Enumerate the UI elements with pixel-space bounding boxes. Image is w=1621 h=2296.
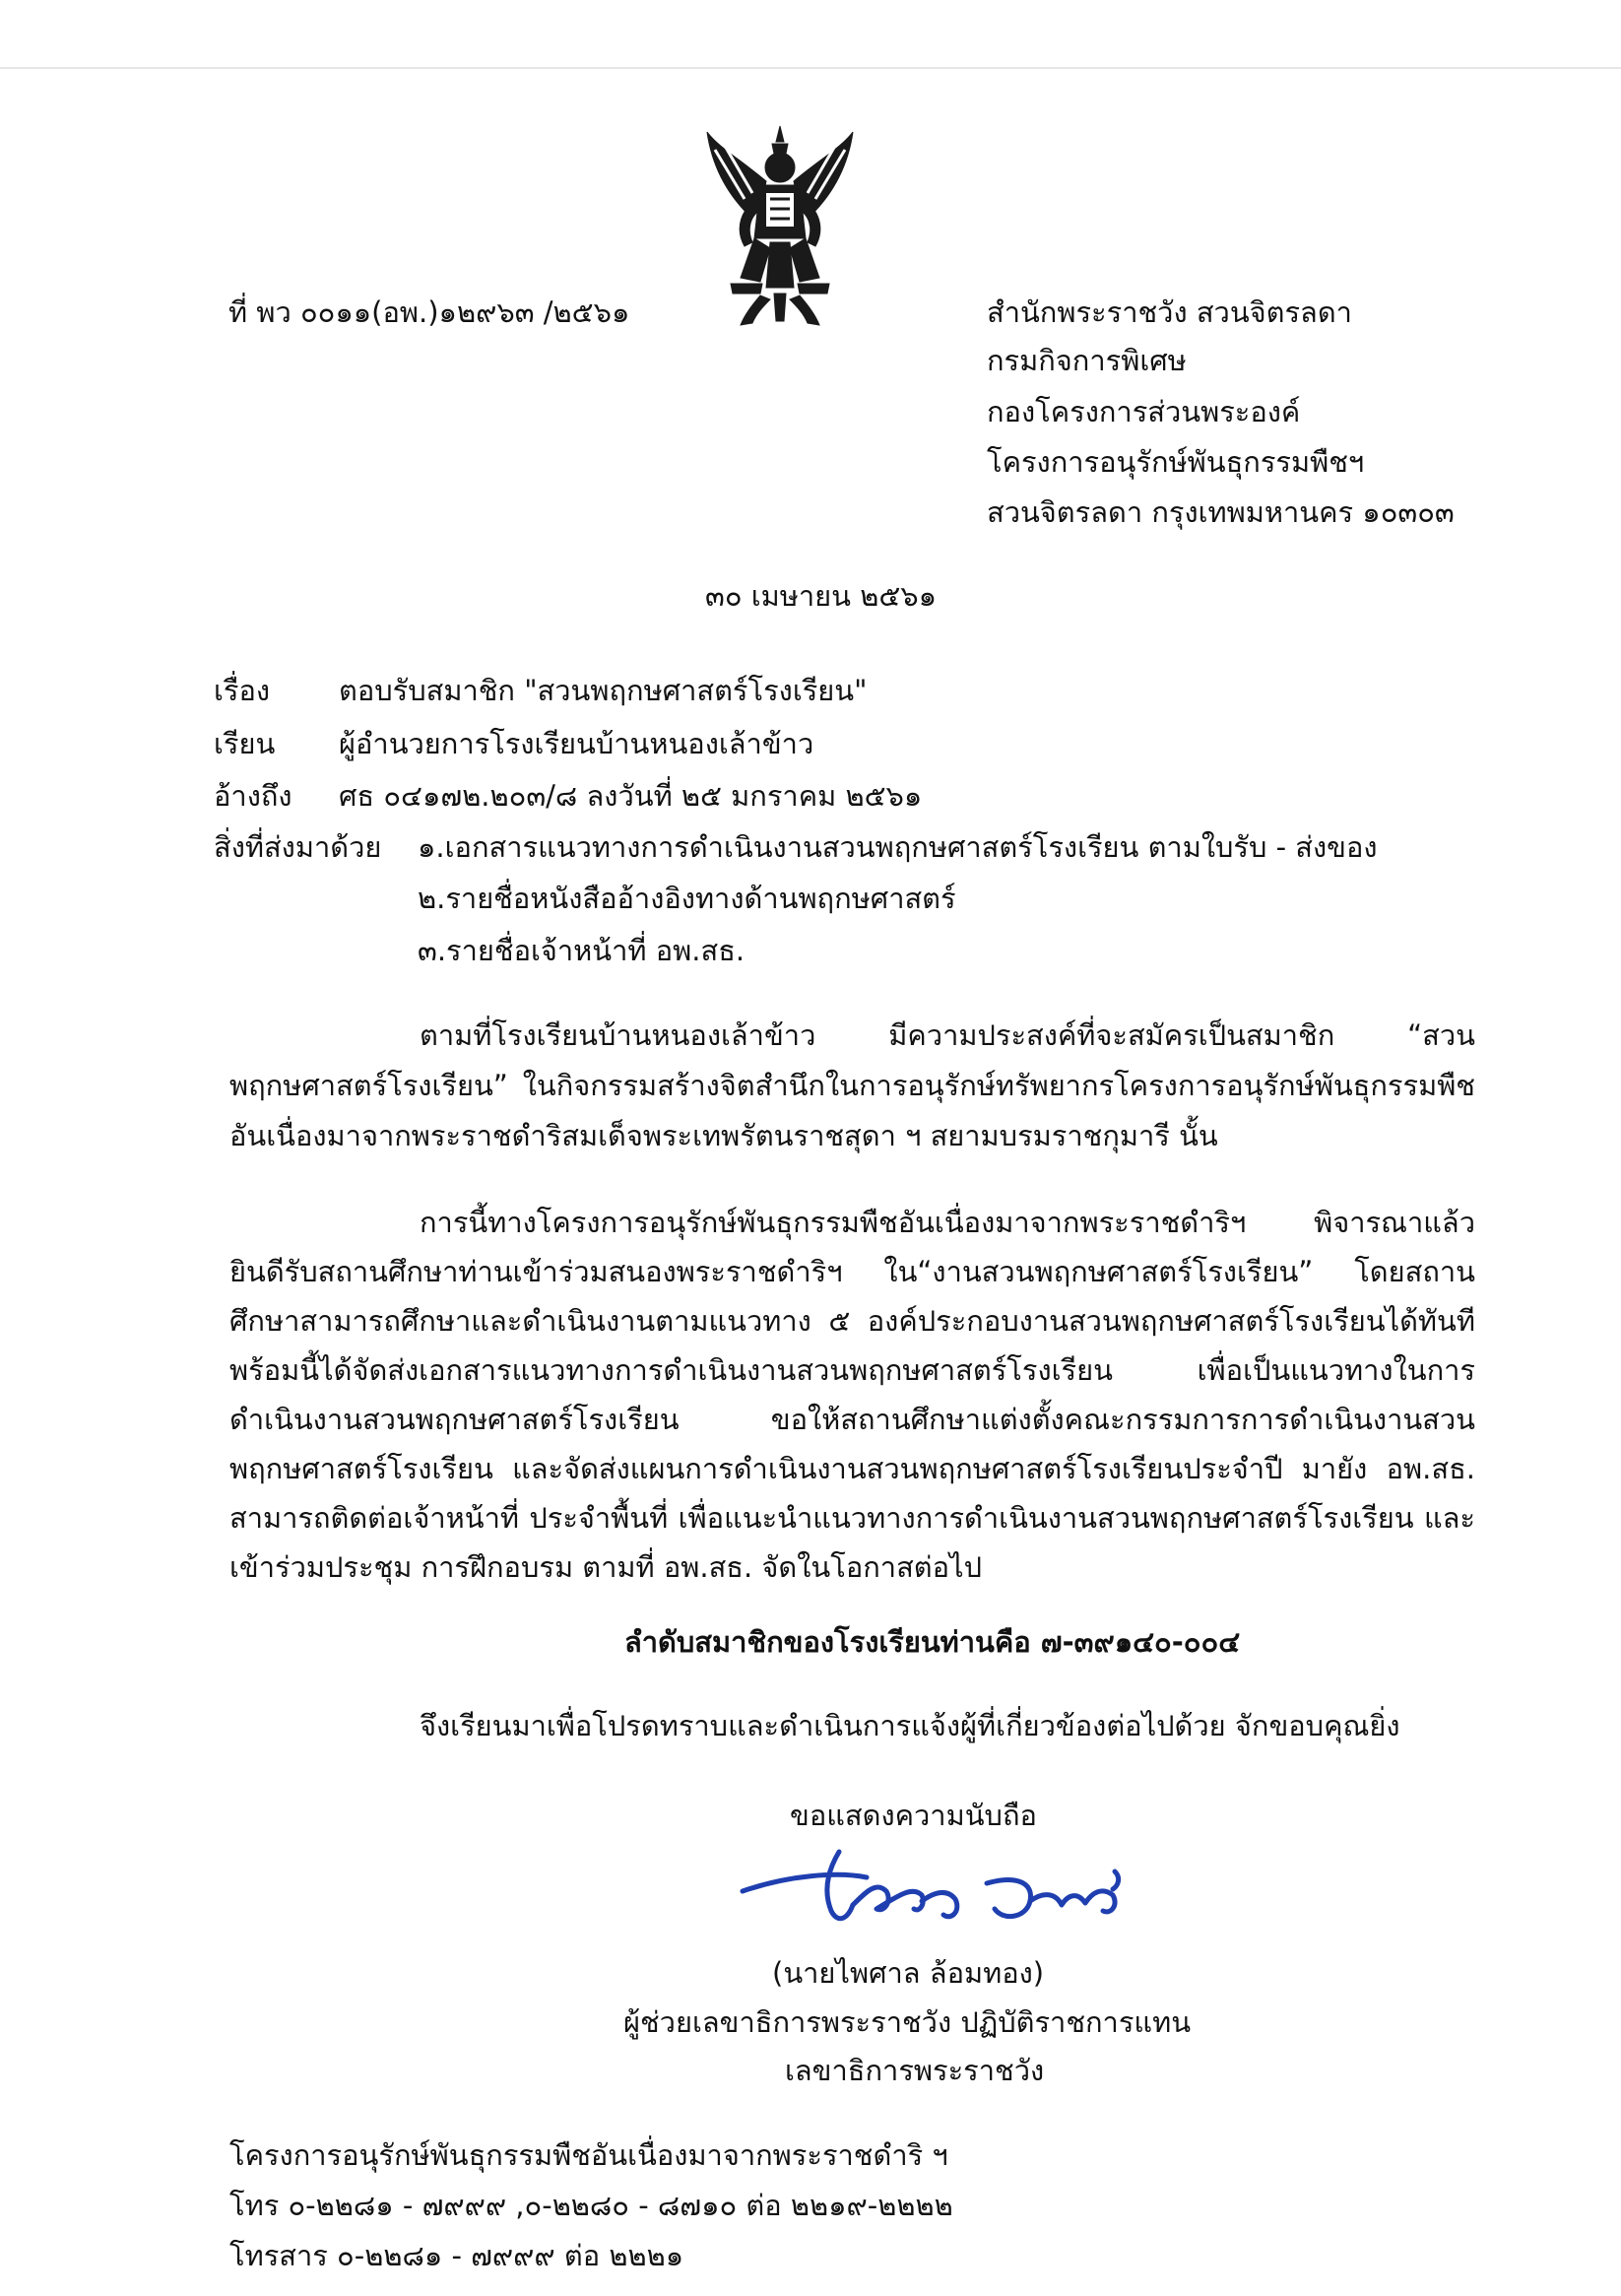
body-paragraph-2 [229, 1198, 1475, 1592]
subject-label: เรื่อง [214, 674, 271, 707]
footer-organization: โครงการอนุรักษ์พันธุกรรมพืชอันเนื่องมาจากพระราชดำริ ฯ [229, 2138, 948, 2172]
subject-text: ตอบรับสมาชิก "สวนพฤกษศาสตร์โรงเรียน" [339, 674, 868, 707]
recipient-text: ผู้อำนวยการโรงเรียนบ้านหนองเล้าข้าว [339, 727, 814, 760]
handwritten-signature [729, 1832, 1142, 1940]
letter-date: ๓๐ เมษายน ๒๕๖๑ [705, 579, 938, 613]
body-paragraph-1 [229, 1011, 1475, 1161]
member-number: ลำดับสมาชิกของโรงเรียนท่านคือ ๗-๓๙๑๔๐-๐๐๔ [624, 1625, 1241, 1659]
salutation: ขอแสดงความนับถือ [790, 1799, 1037, 1832]
footer-phone: โทร ๐-๒๒๘๑ - ๗๙๙๙ ,๐-๒๒๘๐ - ๘๗๑๐ ต่อ ๒๒๑๙-๒๒๒๒ [229, 2189, 953, 2222]
signer-name: (นายไพศาล ล้อมทอง) [772, 1956, 1045, 1990]
enclosure-item: ๒.รายชื่อหนังสืออ้างอิงทางด้านพฤกษศาสตร์ [418, 882, 956, 915]
reference-number: ที่ พว ๐๐๑๑(อพ.)๑๒๙๖๓ /๒๕๖๑ [228, 295, 630, 329]
enclosure-item: ๓.รายชื่อเจ้าหน้าที่ อพ.สธ. [418, 934, 746, 967]
reference-text: ศธ ๐๔๑๗๒.๒๐๓/๘ ลงวันที่ ๒๕ มกราคม ๒๕๖๑ [339, 779, 923, 813]
address-line: กรมกิจการพิเศษ [987, 344, 1187, 377]
paragraph-text: การนี้ทางโครงการอนุรักษ์พันธุกรรมพืชอันเนื่องมาจากพระราชดำริฯ พิจารณาแล้ว ยินดีรับสถานศึกษาท่านเข้าร่วมสนองพระราชดำริฯ ใน“งานสวนพฤกษศาสตร์โรงเรียน” โดยสถานศึกษาสามารถศึกษาและดำเนินงานตามแนวทาง ๕ องค์ประกอบงานสวนพฤกษศาสตร์โรงเรียนได้ทันที พร้อมนี้ได้จัดส่งเอกสารแนวทางการดำเนินงานสวนพฤกษศาสตร์โรงเรียน เพื่อเป็นแนวทางในการดำเนินงานสวนพฤกษศาสตร์โรงเรียน ขอให้สถานศึกษาแต่งตั้งคณะกรรมการการดำเนินงานสวนพฤกษศาสตร์โรงเรียน และจัดส่งแผนการดำเนินงานสวนพฤกษศาสตร์โรงเรียนประจำปี มายัง อพ.สธ. สามารถติดต่อเจ้าหน้าที่ ประจำพื้นที่ เพื่อแนะนำแนวทางการดำเนินงานสวนพฤกษศาสตร์โรงเรียน และเข้าร่วมประชุม การฝึกอบรม ตามที่ อพ.สธ. จัดในโอกาสต่อไป [229, 1206, 1475, 1584]
enclosure-item: ๑.เอกสารแนวทางการดำเนินงานสวนพฤกษศาสตร์โรงเรียน ตามใบรับ - ส่งของ [418, 830, 1378, 864]
garuda-emblem-icon [701, 120, 859, 329]
recipient-label: เรียน [214, 727, 276, 760]
signer-position: ผู้ช่วยเลขาธิการพระราชวัง ปฏิบัติราชการแทน [623, 2005, 1192, 2039]
address-line: สำนักพระราชวัง สวนจิตรลดา [987, 295, 1352, 329]
footer-fax: โทรสาร ๐-๒๒๘๑ - ๗๙๙๙ ต่อ ๒๒๒๑ [229, 2239, 684, 2272]
address-line: กองโครงการส่วนพระองค์ [987, 395, 1301, 428]
closing-sentence: จึงเรียนมาเพื่อโปรดทราบและดำเนินการแจ้งผู้ที่เกี่ยวข้องต่อไปด้วย จักขอบคุณยิ่ง [420, 1709, 1400, 1742]
paragraph-text: ตามที่โรงเรียนบ้านหนองเล้าข้าว มีความประสงค์ที่จะสมัครเป็นสมาชิก “สวนพฤกษศาสตร์โรงเรียน” ในกิจกรรมสร้างจิตสำนึกในการอนุรักษ์ทรัพยากรโครงการอนุรักษ์พันธุกรรมพืชอันเนื่องมาจากพระราชดำริสมเด็จพระเทพรัตนราชสุดา ฯ สยามบรมราชกุมารี นั้น [229, 1018, 1475, 1152]
reference-label: อ้างถึง [214, 779, 292, 813]
scan-edge-line [0, 67, 1621, 69]
signer-position: เลขาธิการพระราชวัง [785, 2054, 1045, 2087]
enclosure-label: สิ่งที่ส่งมาด้วย [214, 830, 382, 864]
address-line: โครงการอนุรักษ์พันธุกรรมพืชฯ [987, 445, 1365, 479]
address-line: สวนจิตรลดา กรุงเทพมหานคร ๑๐๓๐๓ [987, 495, 1455, 529]
